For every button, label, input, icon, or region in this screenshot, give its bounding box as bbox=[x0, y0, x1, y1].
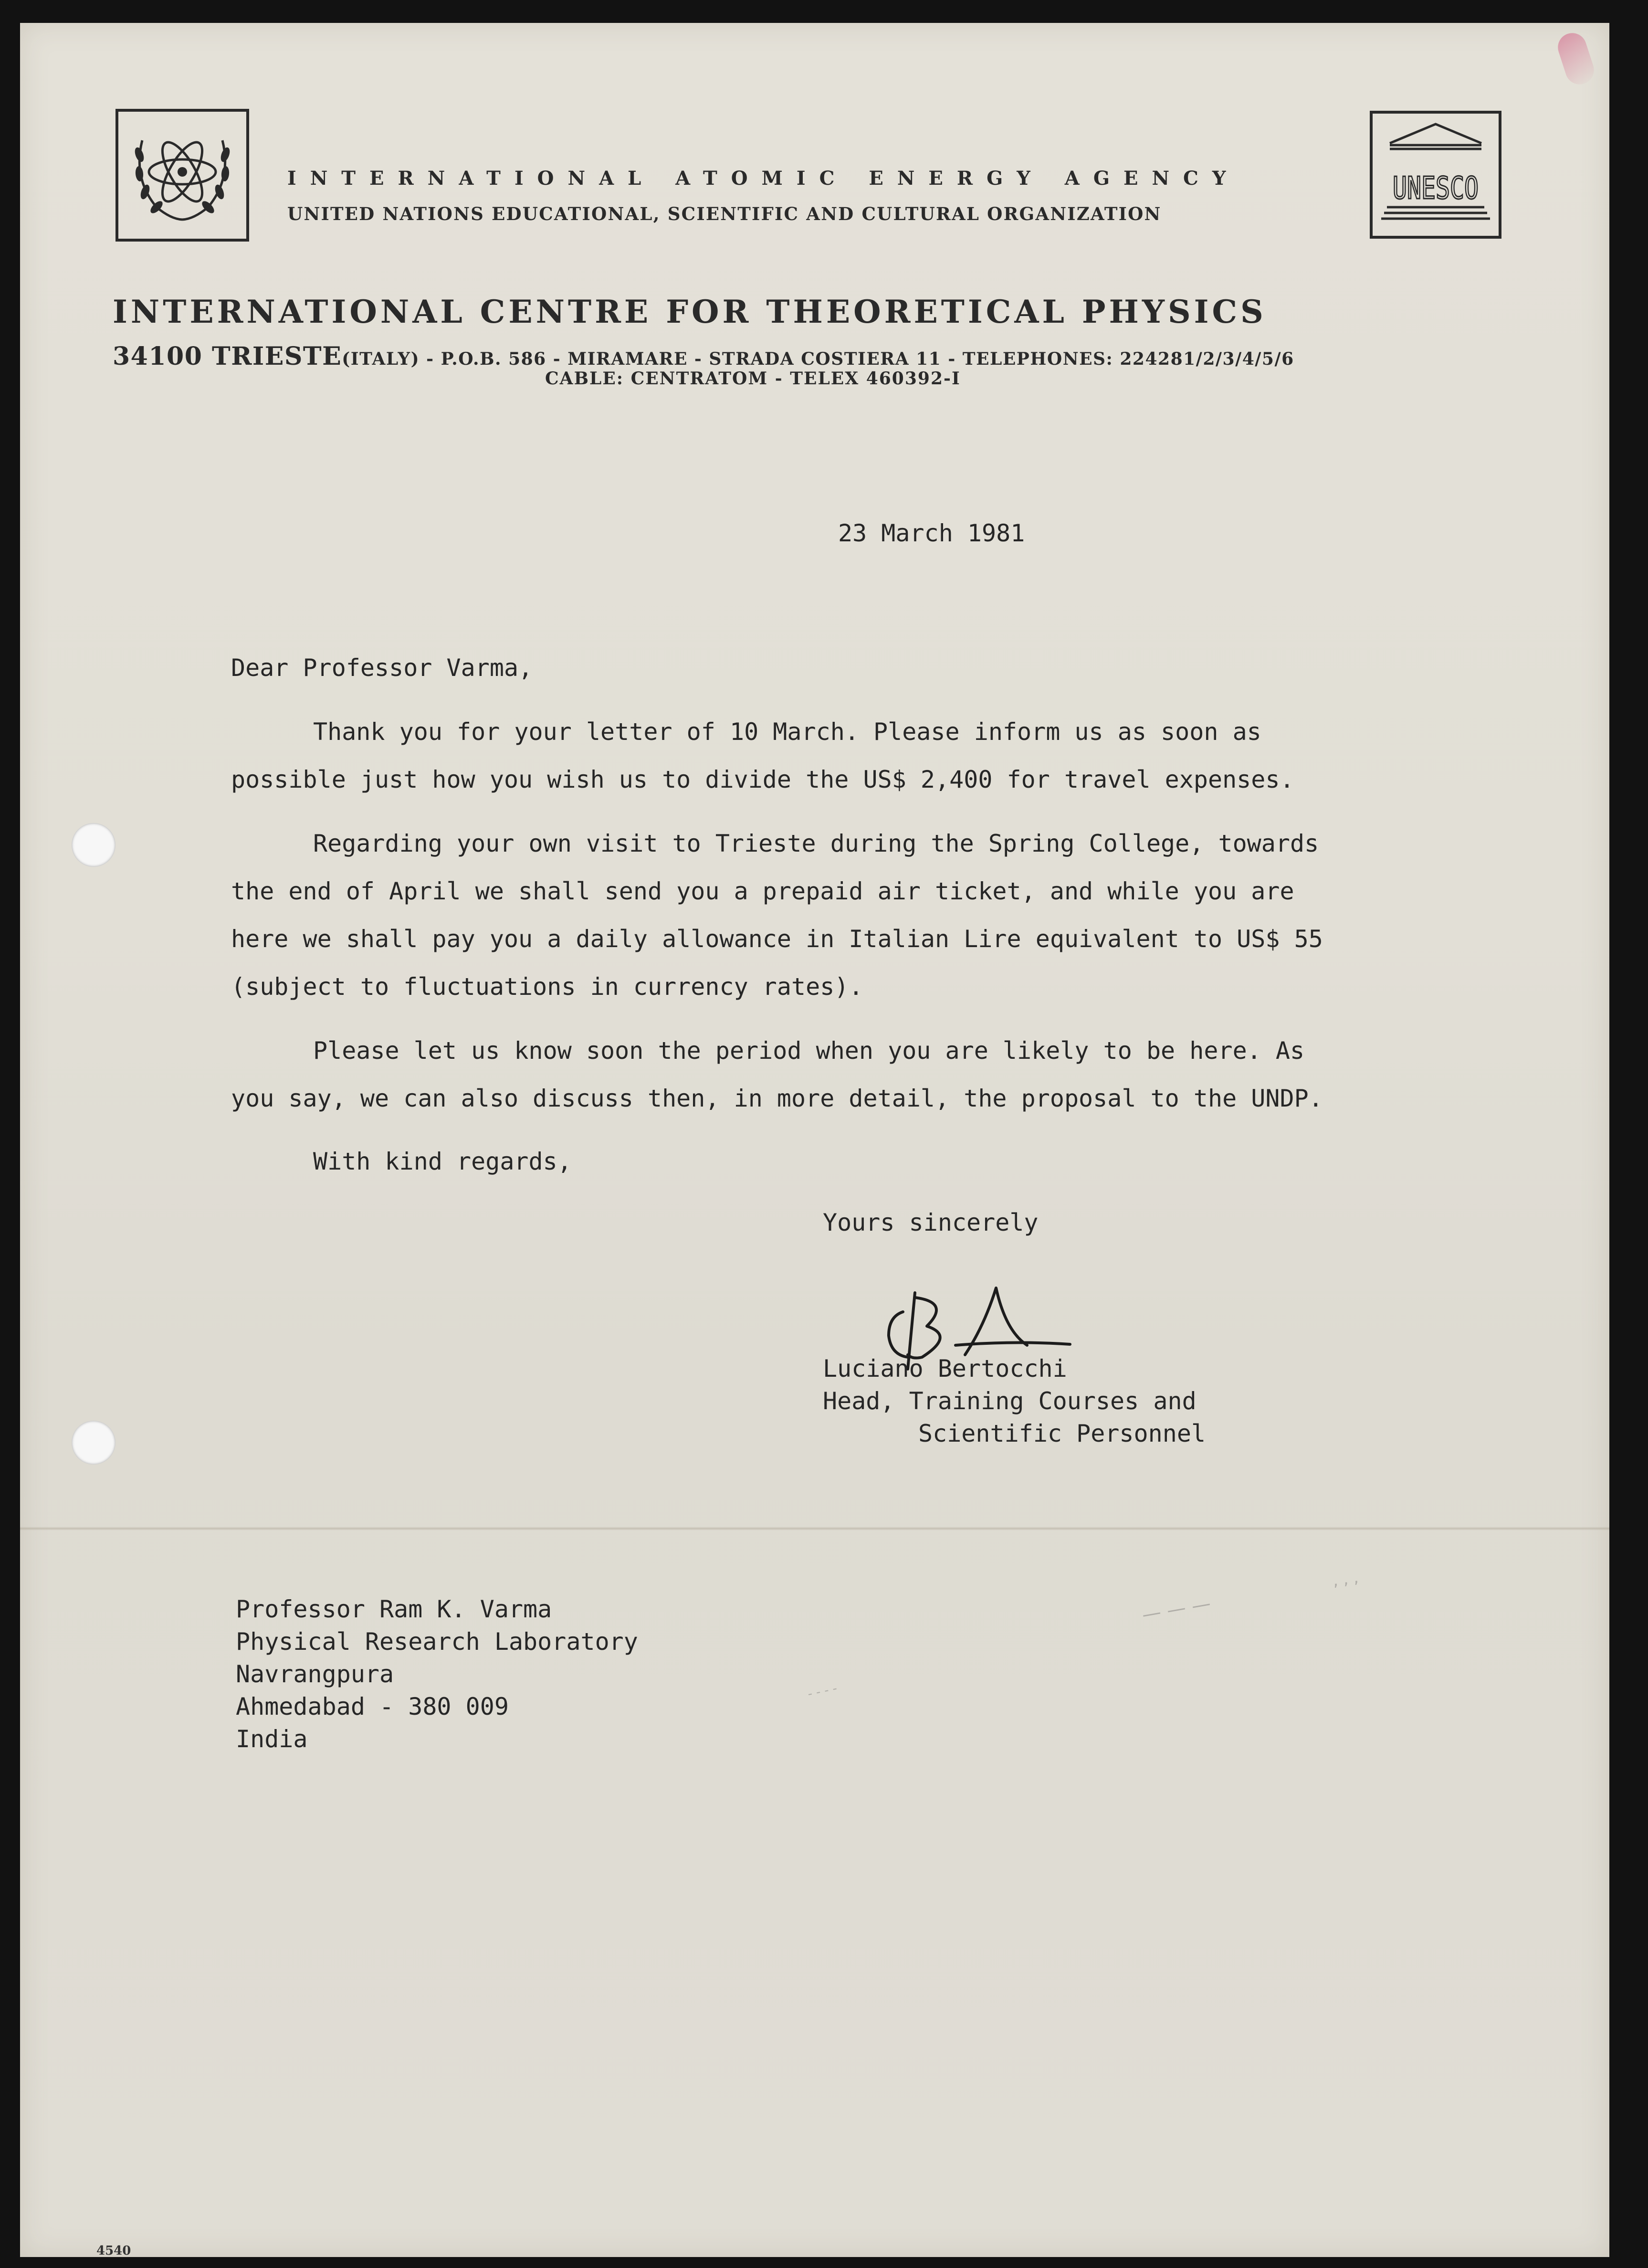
unesco-heading: UNITED NATIONS EDUCATIONAL, SCIENTIFIC AND CULTURAL ORGANIZATION bbox=[287, 203, 1162, 224]
atom-laurel-icon bbox=[118, 112, 246, 239]
recipient-line-1: Professor Ram K. Varma bbox=[236, 1595, 552, 1623]
address-line bbox=[113, 342, 1294, 371]
recipient-line-5: India bbox=[236, 1725, 308, 1753]
cable-line: CABLE: CENTRATOM - TELEX 460392-I bbox=[545, 369, 961, 389]
paragraph-3-line-2: you say, we can also discuss then, in more detail, the proposal to the UNDP. bbox=[231, 1085, 1323, 1112]
show-through-mark: , , , bbox=[1331, 1568, 1360, 1591]
paragraph-2-line-1: Regarding your own visit to Trieste during the Spring College, towards bbox=[313, 830, 1319, 857]
salutation: Dear Professor Varma, bbox=[231, 654, 533, 682]
recipient-line-2: Physical Research Laboratory bbox=[236, 1628, 638, 1656]
show-through-mark: - - - - bbox=[806, 1681, 839, 1702]
unesco-logo bbox=[1370, 111, 1501, 239]
pink-ink-mark bbox=[1554, 29, 1597, 88]
centre-heading: INTERNATIONAL CENTRE FOR THEORETICAL PHYSICS bbox=[113, 293, 1267, 330]
signer-title-line-1: Head, Training Courses and bbox=[823, 1387, 1197, 1415]
paragraph-2-line-3: here we shall pay you a daily allowance in Italian Lire equivalent to US$ 55 bbox=[231, 925, 1323, 953]
recipient-line-4: Ahmedabad - 380 009 bbox=[236, 1693, 509, 1720]
temple-icon bbox=[1373, 114, 1499, 236]
paper-fold bbox=[20, 1527, 1609, 1530]
paragraph-1-line-2: possible just how you wish us to divide the US$ 2,400 for travel expenses. bbox=[231, 766, 1294, 793]
form-number: 4540 bbox=[96, 2244, 131, 2258]
punch-hole-top bbox=[72, 823, 115, 867]
address-city: 34100 TRIESTE bbox=[113, 342, 342, 371]
signer-title-line-2: Scientific Personnel bbox=[918, 1420, 1206, 1447]
show-through-mark: — — — bbox=[1140, 1592, 1213, 1626]
address-rest: (ITALY) - P.O.B. 586 - MIRAMARE - STRADA COSTIERA 11 - TELEPHONES: 224281/2/3/4/5/6 bbox=[342, 349, 1294, 369]
agency-heading: INTERNATIONAL ATOMIC ENERGY AGENCY bbox=[287, 167, 1240, 190]
punch-hole-bottom bbox=[72, 1421, 115, 1465]
iaea-logo bbox=[115, 109, 249, 242]
letter-sheet bbox=[20, 23, 1609, 2257]
paragraph-2-line-2: the end of April we shall send you a prepaid air ticket, and while you are bbox=[231, 877, 1294, 905]
unesco-logo-text: UNESCO bbox=[1393, 171, 1479, 206]
closing: Yours sincerely bbox=[823, 1209, 1039, 1236]
signer-name: Luciano Bertocchi bbox=[823, 1355, 1067, 1382]
closing-regards: With kind regards, bbox=[313, 1148, 572, 1175]
paragraph-2-line-4: (subject to fluctuations in currency rates). bbox=[231, 973, 863, 1001]
paragraph-1-line-1: Thank you for your letter of 10 March. Please inform us as soon as bbox=[313, 718, 1261, 746]
letter-date: 23 March 1981 bbox=[838, 519, 1025, 547]
recipient-line-3: Navrangpura bbox=[236, 1660, 394, 1688]
paragraph-3-line-1: Please let us know soon the period when you are likely to be here. As bbox=[313, 1037, 1305, 1065]
